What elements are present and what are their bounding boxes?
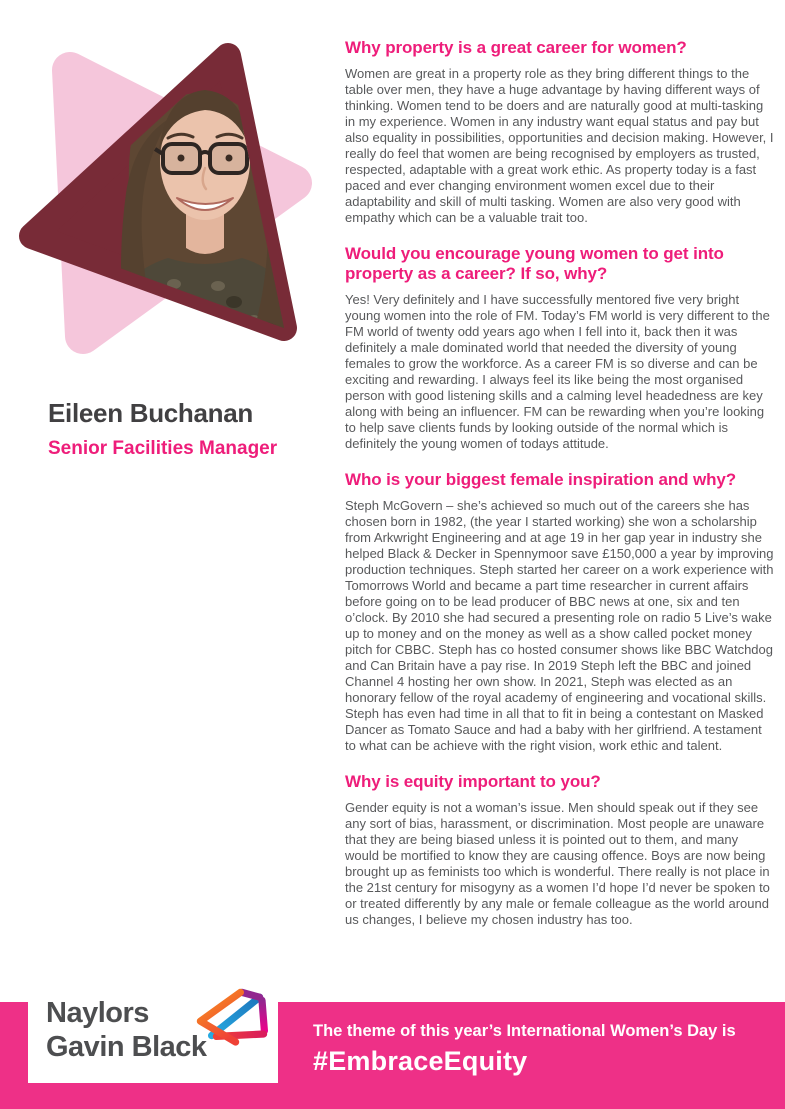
company-logo bbox=[28, 985, 278, 1083]
logo-wordmark bbox=[46, 996, 207, 1064]
question-heading: Who is your biggest female inspiration and why? bbox=[345, 470, 737, 489]
logo-text-line2: Gavin Black bbox=[46, 1031, 207, 1063]
logo-mark-icon bbox=[194, 986, 274, 1050]
banner-theme-text: The theme of this year’s International Women’s Day is bbox=[313, 1022, 736, 1040]
question-heading: Why property is a great career for women? bbox=[345, 38, 687, 57]
answer-text: Gender equity is not a woman’s issue. Men should speak out if they see any sort of bias, harassment, or discrimination. Most people are unaware that they are being biased unless it is pointed out to them, and many would be mortified to know they are causing offence. Boys are now being brought up as feminists too which is wonderful. There really is not place in the 21st century for misogyny as a women I’d hope I’d never be spoken to or treated differently by any male or female colleague as the world around us changes, I believe my chosen industry has too. bbox=[345, 800, 770, 927]
profile-photo-icon bbox=[18, 28, 333, 363]
logo-text-line1: Naylors bbox=[46, 997, 149, 1029]
profile-title: Senior Facilities Manager bbox=[48, 438, 278, 459]
qa-section bbox=[345, 470, 775, 754]
banner-text-block bbox=[313, 1022, 736, 1077]
question-heading: Would you encourage young women to get into property as a career? If so, why? bbox=[345, 244, 724, 283]
answer-text: Yes! Very definitely and I have successfully mentored five very bright young women into the role of FM. Today’s FM world is very different to the FM world of twenty odd years ago when I fell into it, back then it was definitely a male dominated world that needed the diversity of young females to grow the workforce. As a career FM is so diverse and can be exciting and rewarding. I always feel its like being the most organised person with good listening skills and a calming level headedness are key along with being an influencer. FM can be rewarding when you’re looking to help save clients funds by looking outside of the normal which is definitely the young women of todays attitude. bbox=[345, 292, 770, 451]
qa-section bbox=[345, 772, 775, 928]
answer-text: Steph McGovern – she’s achieved so much out of the careers she has chosen born in 1982, (the year I started working) she won a scholarship from Arkwright Engineering and at age 19 in her gap year in industry she helped Black & Decker in Spennymoor save £150,000 a year by improving production techniques. Steph started her career on a work experience with Tomorrows World and became a part time researcher in current affairs before going on to be lead producer of BBC news at one, six and ten o’clock. By 2010 she had secured a presenting role on radio 5 Live’s wake up to money and on the money as well as a show called pocket money pitch for CBBC. Steph has co hosted consumer shows like BBC Watchdog and Can Britain have a pay rise. In 2019 Steph left the BBC and joined Channel 4 hosting her own show. In 2021, Steph was elected as an honorary fellow of the royal academy of engineering and vocational skills. Steph has even had time in all that to fit in being a contestant on Masked Dancer as Tomato Sauce and had a baby with her girlfriend. A testament to what can be achieve with the right vision, work ethic and talent. bbox=[345, 498, 774, 753]
profile-name: Eileen Buchanan bbox=[48, 398, 253, 428]
qa-section bbox=[345, 38, 775, 226]
qa-content bbox=[345, 38, 775, 946]
answer-text: Women are great in a property role as they bring different things to the table over men, they have a huge advantage by having different ways of thinking. Women tend to be doers and are naturally good at multi-tasking in my experience. Women in any industry want equal status and pay but also equality in possibilities, opportunities and decision making. However, I really do feel that women are being recognised by employers as trusted, respected, adaptable with a great work ethic. As property today is a fast paced and ever changing environment women excel due to their adaptability and skill of multi tasking. Women are also very good with empathy which can be a valuable trait too. bbox=[345, 66, 774, 225]
banner-hashtag: #EmbraceEquity bbox=[313, 1046, 528, 1076]
question-heading: Why is equity important to you? bbox=[345, 772, 601, 791]
qa-section bbox=[345, 244, 775, 452]
